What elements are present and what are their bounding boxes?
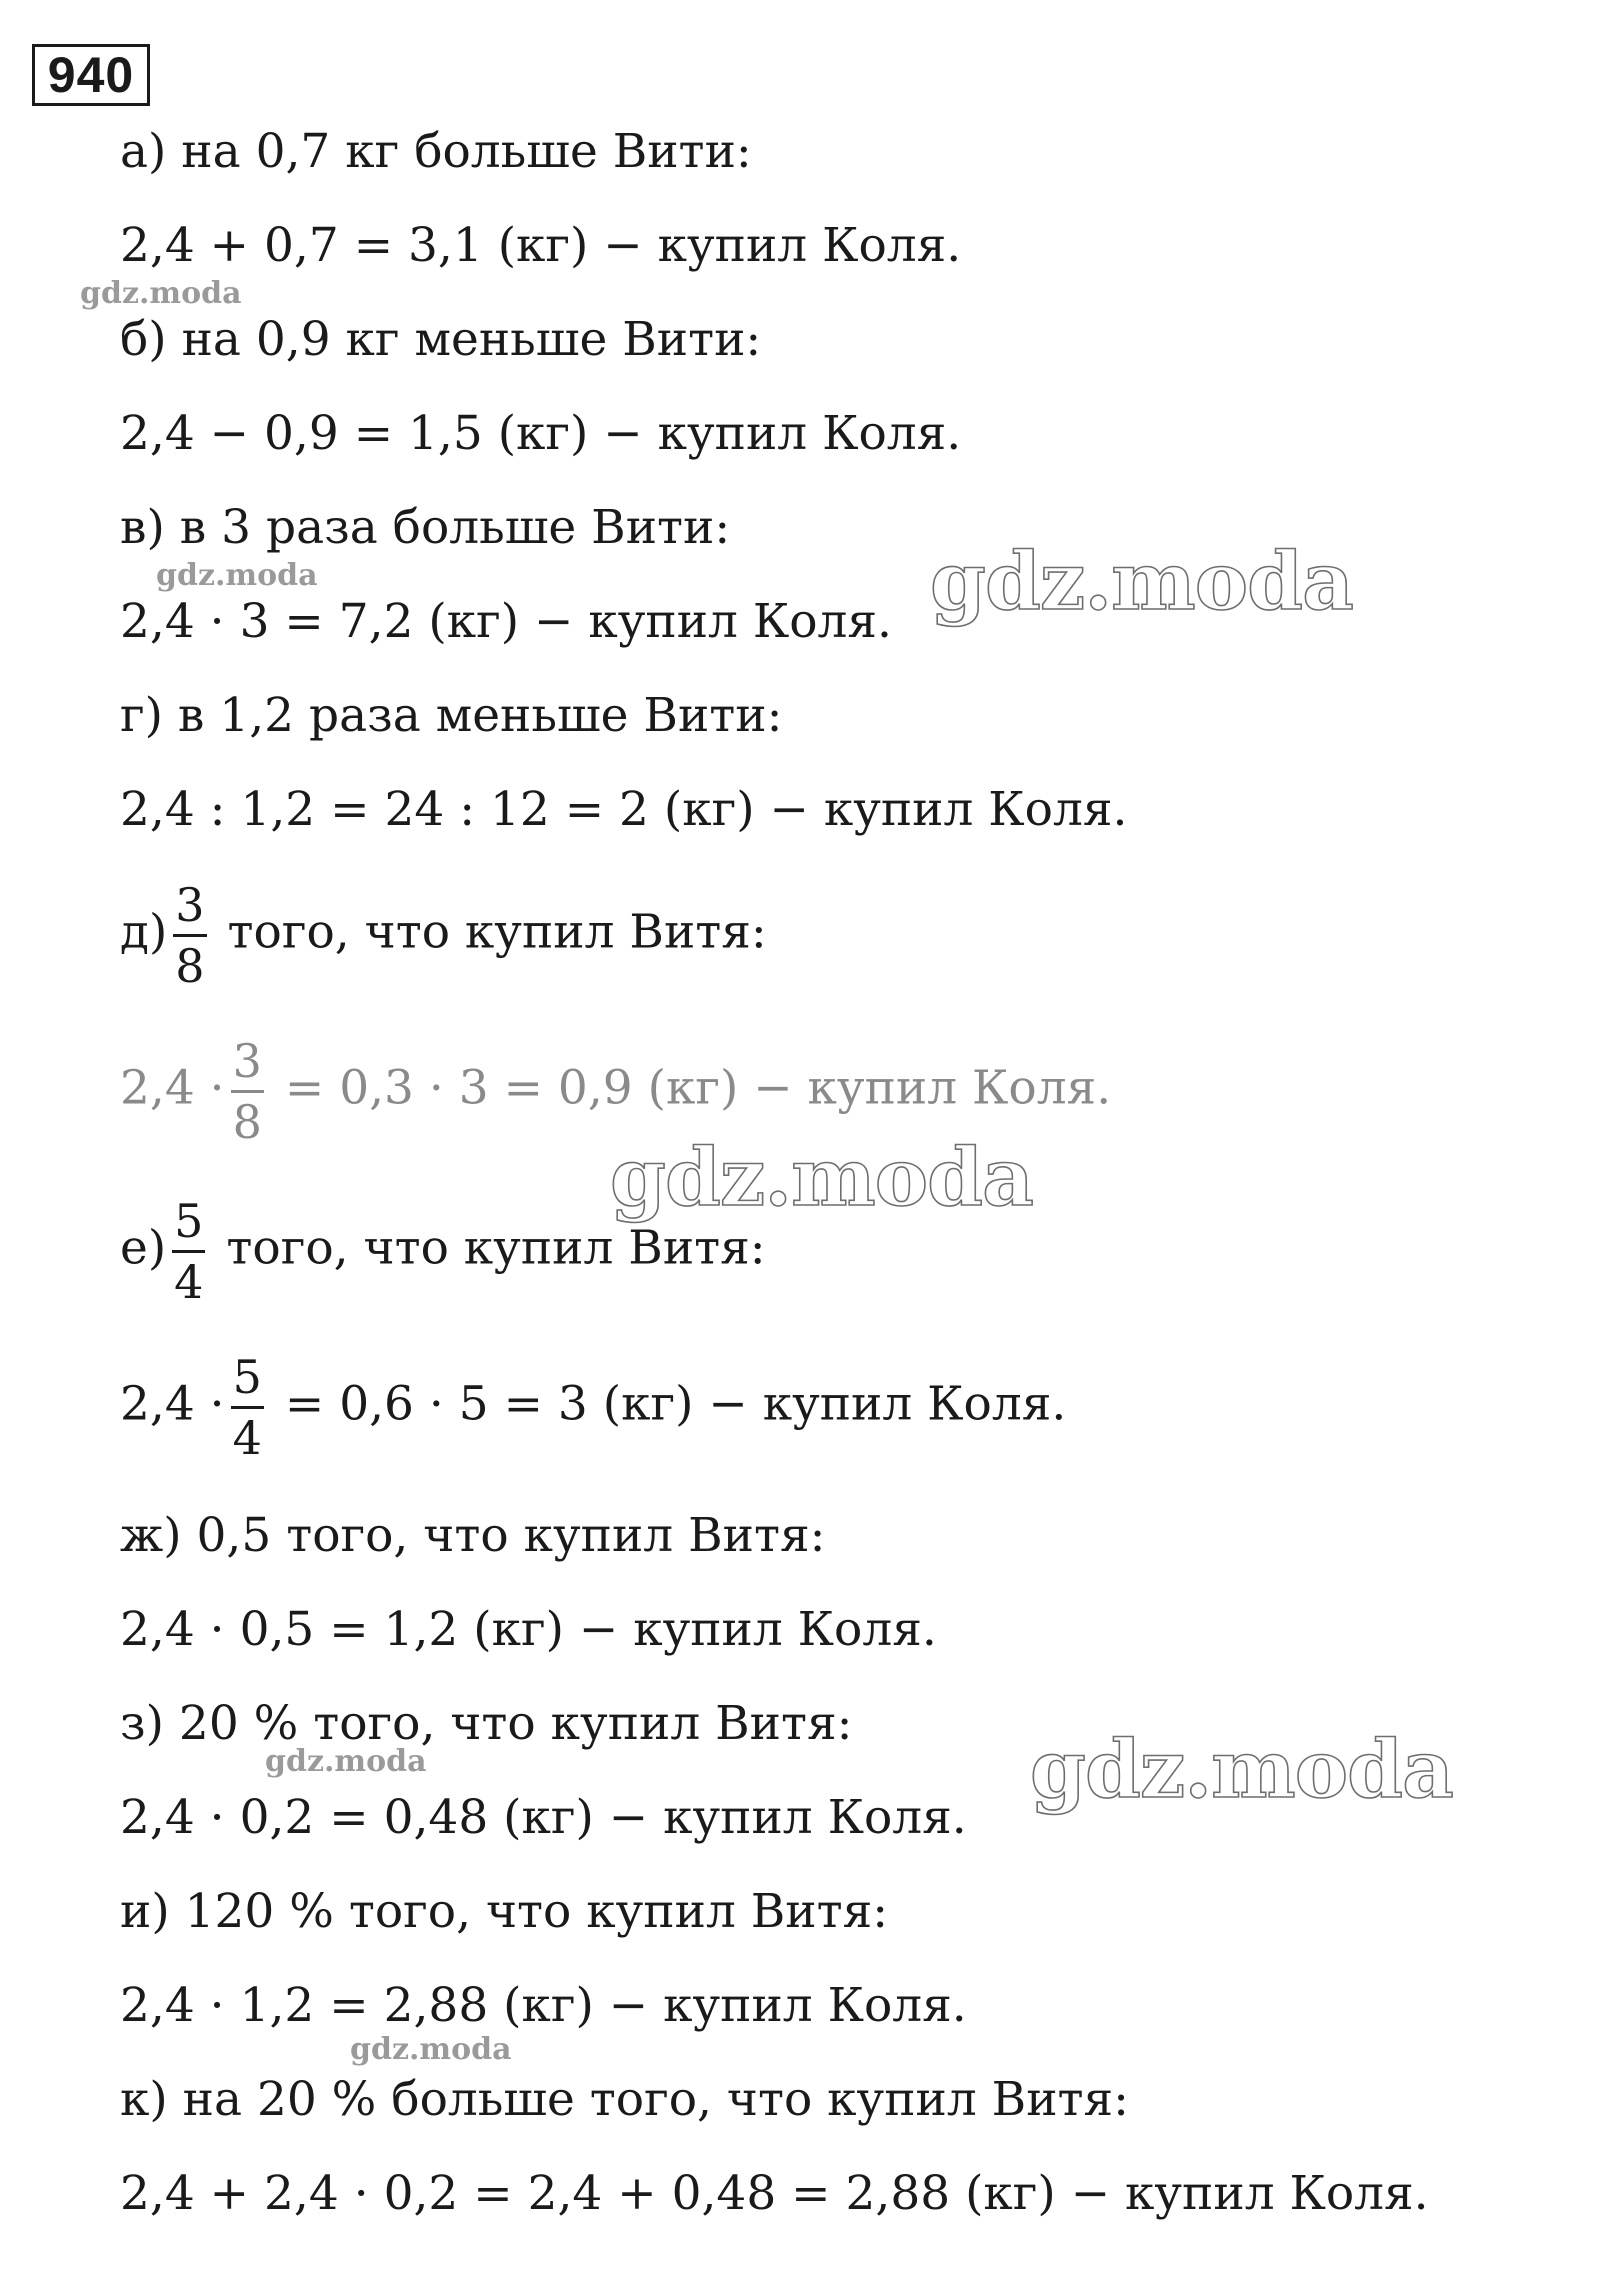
fraction-numerator: 3: [232, 1034, 262, 1088]
line-k-solution: 2,4 + 2,4 · 0,2 = 2,4 + 0,48 = 2,88 (кг) − купил Коля.: [120, 2166, 1429, 2221]
d-question-suffix: того, что купил Витя:: [227, 904, 767, 960]
line-a-question: а) на 0,7 кг больше Вити:: [120, 124, 752, 179]
line-i-question: и) 120 % того, что купил Витя:: [120, 1884, 889, 1939]
fraction-denominator: 8: [232, 1095, 262, 1149]
line-e-solution: [120, 1350, 1066, 1465]
e-solution-prefix: 2,4 ·: [120, 1376, 225, 1432]
problem-number-box: 940: [32, 44, 150, 106]
line-v-solution: 2,4 · 3 = 7,2 (кг) − купил Коля.: [120, 594, 892, 649]
line-z-solution: 2,4 · 0,2 = 0,48 (кг) − купил Коля.: [120, 1790, 967, 1845]
line-g-question: г) в 1,2 раза меньше Вити:: [120, 688, 783, 743]
fraction-denominator: 4: [174, 1255, 204, 1309]
d-solution-suffix: = 0,3 · 3 = 0,9 (кг) − купил Коля.: [284, 1060, 1112, 1116]
line-zh-solution: 2,4 · 0,5 = 1,2 (кг) − купил Коля.: [120, 1602, 937, 1657]
e-question-suffix: того, что купил Витя:: [226, 1220, 766, 1276]
watermark-large: gdz.moda: [610, 1130, 1033, 1224]
fraction-5-4: [172, 1194, 205, 1309]
fraction-5-4: [231, 1350, 264, 1465]
fraction-numerator: 5: [232, 1350, 262, 1404]
fraction-numerator: 3: [175, 878, 205, 932]
line-b-solution: 2,4 − 0,9 = 1,5 (кг) − купил Коля.: [120, 406, 962, 461]
line-a-solution: 2,4 + 0,7 = 3,1 (кг) − купил Коля.: [120, 218, 962, 273]
fraction-bar: [231, 1090, 264, 1093]
watermark-small: gdz.moda: [156, 558, 318, 593]
line-zh-question: ж) 0,5 того, что купил Витя:: [120, 1508, 826, 1563]
d-question-prefix: д): [120, 904, 168, 960]
d-solution-prefix: 2,4 ·: [120, 1060, 225, 1116]
fraction-denominator: 4: [232, 1411, 262, 1465]
e-question-prefix: е): [120, 1220, 167, 1276]
watermark-small: gdz.moda: [80, 276, 242, 311]
line-k-question: к) на 20 % больше того, что купил Витя:: [120, 2072, 1130, 2127]
fraction-3-8: [173, 878, 206, 993]
watermark-large: gdz.moda: [930, 534, 1353, 628]
line-d-question: [120, 878, 767, 993]
fraction-bar: [231, 1406, 264, 1409]
line-i-solution: 2,4 · 1,2 = 2,88 (кг) − купил Коля.: [120, 1978, 967, 2033]
fraction-3-8: [231, 1034, 264, 1149]
fraction-denominator: 8: [175, 939, 205, 993]
line-v-question: в) в 3 раза больше Вити:: [120, 500, 731, 555]
watermark-large: gdz.moda: [1030, 1722, 1453, 1816]
fraction-bar: [172, 1250, 205, 1253]
fraction-numerator: 5: [174, 1194, 204, 1248]
line-z-question: з) 20 % того, что купил Витя:: [120, 1696, 853, 1751]
fraction-bar: [173, 934, 206, 937]
line-g-solution: 2,4 : 1,2 = 24 : 12 = 2 (кг) − купил Коля.: [120, 782, 1128, 837]
line-b-question: б) на 0,9 кг меньше Вити:: [120, 312, 762, 367]
watermark-small: gdz.moda: [265, 1744, 427, 1779]
watermark-small: gdz.moda: [350, 2032, 512, 2067]
e-solution-suffix: = 0,6 · 5 = 3 (кг) − купил Коля.: [284, 1376, 1067, 1432]
